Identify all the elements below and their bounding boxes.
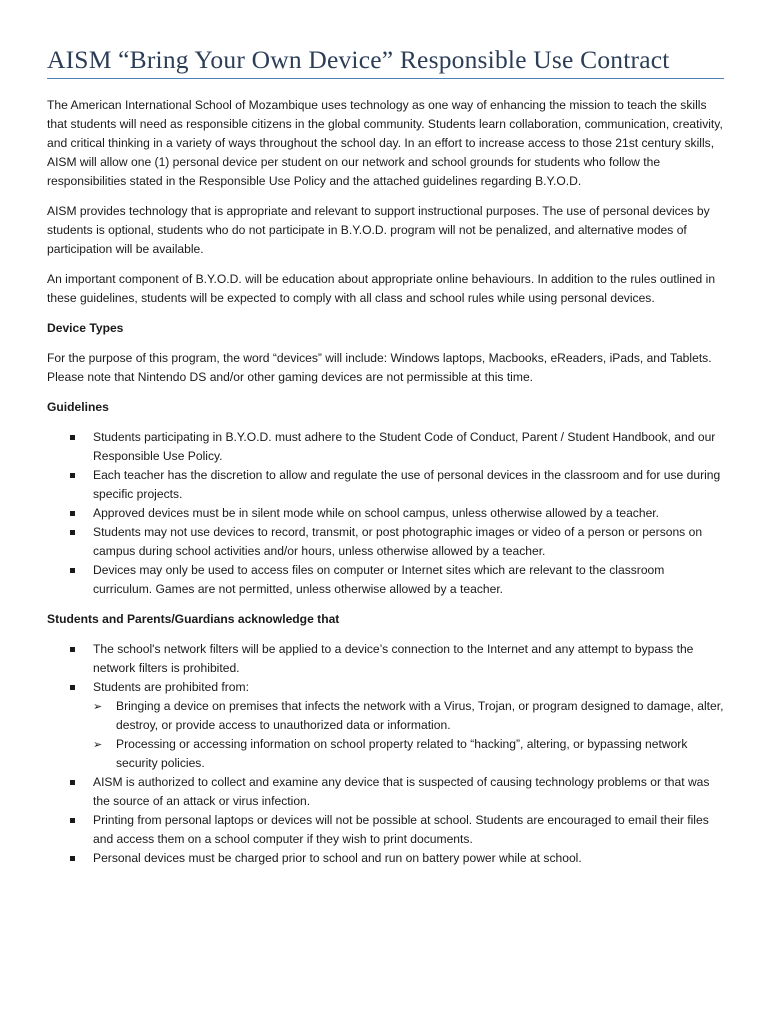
list-item: Students participating in B.Y.O.D. must adhere to the Student Code of Conduct, Parent / Student Handbook, and our Responsible Use Policy. — [47, 428, 724, 466]
list-item: ➢ Processing or accessing information on school property related to “hacking”, altering, or bypassing network security policies. — [93, 735, 724, 773]
list-item: Devices may only be used to access files on computer or Internet sites which are relevant to the classroom curriculum. Games are not permitted, unless otherwise allowed by a teacher. — [47, 561, 724, 599]
list-item: Personal devices must be charged prior to school and run on battery power while at school. — [47, 849, 724, 868]
device-types-heading: Device Types — [47, 321, 124, 335]
acknowledge-list — [47, 640, 724, 868]
guidelines-heading: Guidelines — [47, 400, 109, 414]
list-item: ➢ Bringing a device on premises that infects the network with a Virus, Trojan, or program designed to damage, alter, destroy, or provide access to unauthorized data or information. — [93, 697, 724, 735]
list-item: Approved devices must be in silent mode while on school campus, unless otherwise allowed by a teacher. — [47, 504, 724, 523]
document-body — [47, 96, 724, 868]
education-paragraph: An important component of B.Y.O.D. will be education about appropriate online behaviours. In addition to the rules outlined in these guidelines, students will be expected to comply with all class and school rules while using personal devices. — [47, 272, 716, 305]
title-rule — [47, 78, 724, 79]
device-types-text: For the purpose of this program, the word “devices” will include: Windows laptops, Macbooks, eReaders, iPads, and Tablets. Please note that Nintendo DS and/or other gaming devices are not permissible at this time. — [47, 351, 712, 384]
acknowledge-heading: Students and Parents/Guardians acknowledge that — [47, 612, 340, 626]
list-item: The school's network filters will be applied to a device’s connection to the Internet and any attempt to bypass the network filters is prohibited. — [47, 640, 724, 678]
list-item: Each teacher has the discretion to allow and regulate the use of personal devices in the classroom and for use during specific projects. — [47, 466, 724, 504]
list-item: Printing from personal laptops or devices will not be possible at school. Students are encouraged to email their files and access them on a school computer if they wish to print documents. — [47, 811, 724, 849]
list-item: Students may not use devices to record, transmit, or post photographic images or video of a person or persons on campus during school activities and/or hours, unless otherwise allowed by a teacher. — [47, 523, 724, 561]
prohibited-intro: Students are prohibited from: — [93, 680, 249, 694]
list-item: AISM is authorized to collect and examine any device that is suspected of causing technology problems or that was the source of an attack or virus infection. — [47, 773, 724, 811]
document-title: AISM “Bring Your Own Device” Responsible Use Contract — [47, 45, 670, 74]
technology-paragraph: AISM provides technology that is appropriate and relevant to support instructional purposes. The use of personal devices by students is optional, students who do not participate in B.Y.O.D. program will not be penalized, and alternative modes of participation will be available. — [47, 204, 710, 256]
intro-paragraph: The American International School of Mozambique uses technology as one way of enhancing the mission to teach the skills that students will need as responsible citizens in the global community. Students learn collaboration, communication, creativity, and critical thinking in a variety of ways throughout the school day. In an effort to increase access to those 21st century skills, AISM will allow one (1) personal device per student on our network and school grounds for students who follow the responsibilities stated in the Responsible Use Policy and the attached guidelines regarding B.Y.O.D. — [47, 98, 723, 188]
guidelines-list — [47, 428, 724, 599]
list-item — [47, 678, 724, 773]
prohibited-list — [93, 697, 724, 773]
